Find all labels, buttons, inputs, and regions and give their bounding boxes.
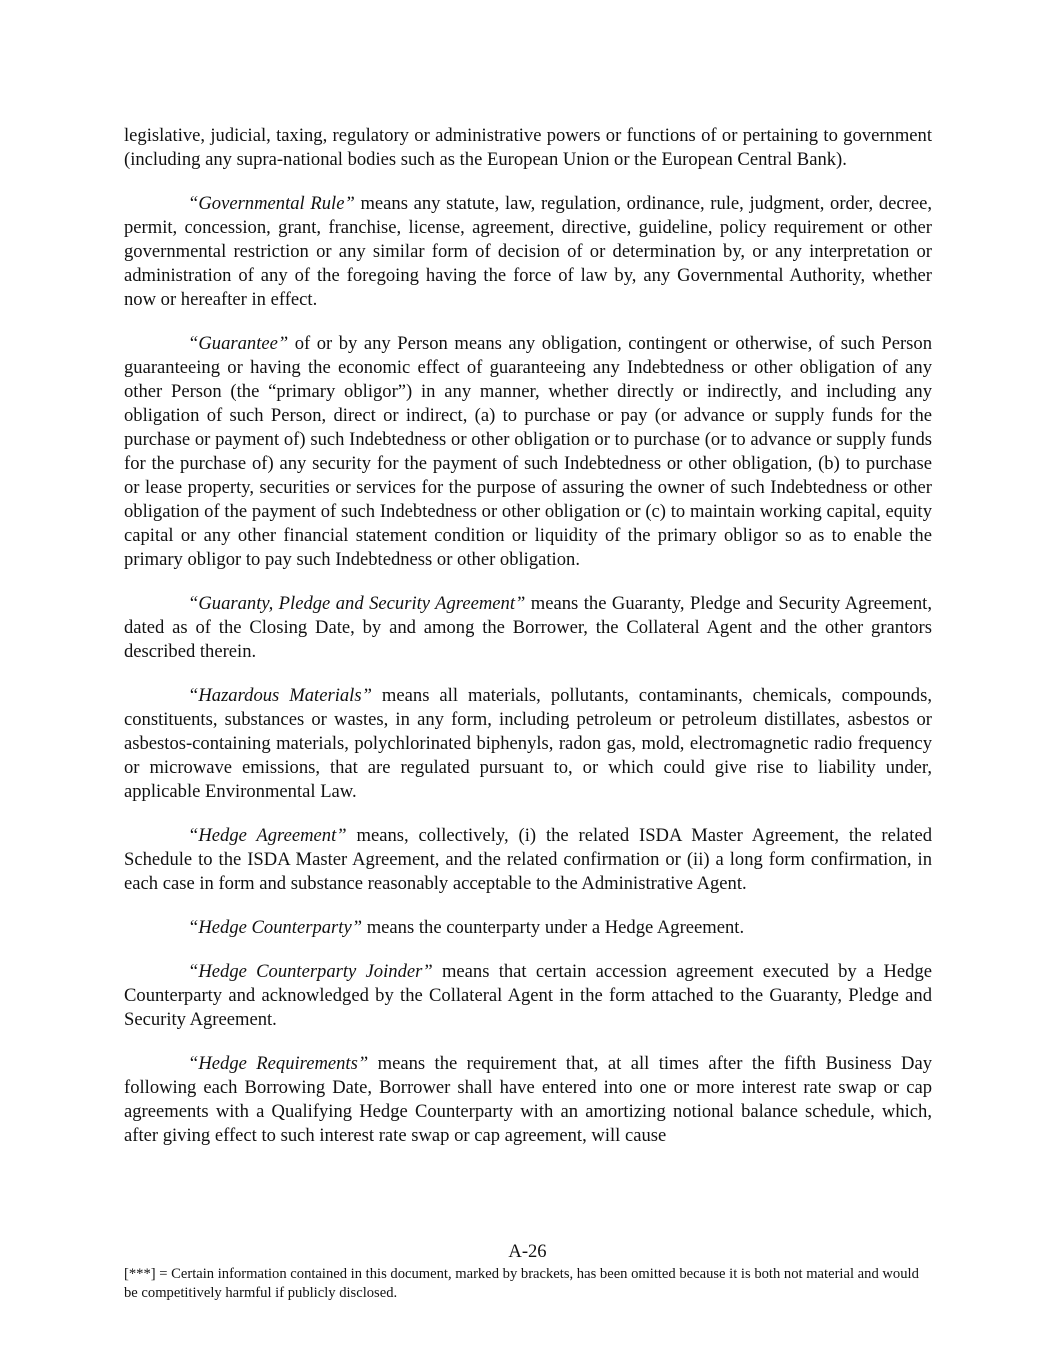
page-number: A-26 [508,1241,547,1262]
definition-text: means the counterparty under a Hedge Agreement. [362,917,745,938]
definition-guaranty-pledge-security-agreement [124,592,932,664]
definition-text: means the Guaranty, Pledge and Security Agreement, dated as of the Closing Date, by and among the Borrower, the Collateral Agent and the other grantors described therein. [124,593,932,662]
definition-text: means all materials, pollutants, contaminants, chemicals, compounds, constituents, substances or wastes, in any form, including petroleum or petroleum distillates, asbestos or asbestos-containing materials, polychlorinated biphenyls, radon gas, mold, electromagnetic radio frequency or microwave emissions, that are regulated pursuant to, or which could give rise to liability under, applicable Environmental Law. [124,685,932,802]
defined-term: “Guarantee” [188,333,289,354]
defined-term: “Guaranty, Pledge and Security Agreement” [188,593,526,614]
defined-term: “Governmental Rule” [188,193,355,214]
definition-hedge-counterparty [124,916,932,940]
definition-hedge-requirements [124,1052,932,1148]
definition-text: means, collectively, (i) the related ISDA Master Agreement, the related Schedule to the ISDA Master Agreement, and the related confirmation or (ii) a long form confirmation, in each case in form and substance reasonably acceptable to the Administrative Agent. [124,825,933,894]
definition-text: means the requirement that, at all times after the fifth Business Day following each Borrowing Date, Borrower shall have entered into one or more interest rate swap or cap agreements with a Qualifying Hedge Counterparty with an amortizing notional balance schedule, which, after giving effect to such interest rate swap or cap agreement, will cause [124,1053,933,1146]
definition-governmental-rule [124,192,932,312]
defined-term: “Hazardous Materials” [188,685,372,706]
defined-term: “Hedge Requirements” [188,1053,369,1074]
continuation-paragraph: legislative, judicial, taxing, regulatory or administrative powers or functions of or pertaining to government (including any supra-national bodies such as the European Union or the European Central Bank). [124,125,932,170]
definition-text: means any statute, law, regulation, ordinance, rule, judgment, order, decree, permit, concession, grant, franchise, license, agreement, directive, guideline, policy requirement or other governmental restriction or any similar form of decision of or determination by, or any interpretation or administration of any of the foregoing having the force of law by, any Governmental Authority, whether now or hereafter in effect. [124,193,932,310]
defined-term: “Hedge Counterparty Joinder” [188,961,433,982]
definition-hedge-counterparty-joinder [124,960,932,1032]
definition-hazardous-materials [124,684,932,804]
defined-term: “Hedge Counterparty” [188,917,363,938]
definition-guarantee [124,332,932,572]
definition-text: of or by any Person means any obligation, contingent or otherwise, of such Person guaranteeing or having the economic effect of guaranteeing any Indebtedness or other obligation of any other Person (the “primary obligor”) in any manner, whether directly or indirectly, and including any obligation of such Person, direct or indirect, (a) to purchase or pay (or advance or supply funds for the purchase or payment of) such Indebtedness or other obligation or to purchase (or to advance or supply funds for the purchase of) any security for the payment of such Indebtedness or other obligation, (b) to purchase or lease property, securities or services for the purpose of assuring the owner of such Indebtedness or other obligation of the payment of such Indebtedness or other obligation or (c) to maintain working capital, equity capital or any other financial statement condition or liquidity of the primary obligor so as to enable the primary obligor to pay such Indebtedness or other obligation. [124,333,932,570]
document-body [124,124,932,1168]
defined-term: “Hedge Agreement” [188,825,347,846]
footnote-redaction-notice: [***] = Certain information contained in this document, marked by brackets, has been omitted because it is both not material and would be competitively harmful if publicly disclosed. [124,1266,919,1301]
definition-text: means that certain accession agreement executed by a Hedge Counterparty and acknowledged by the Collateral Agent in the form attached to the Guaranty, Pledge and Security Agreement. [124,961,932,1030]
definition-hedge-agreement [124,824,932,896]
